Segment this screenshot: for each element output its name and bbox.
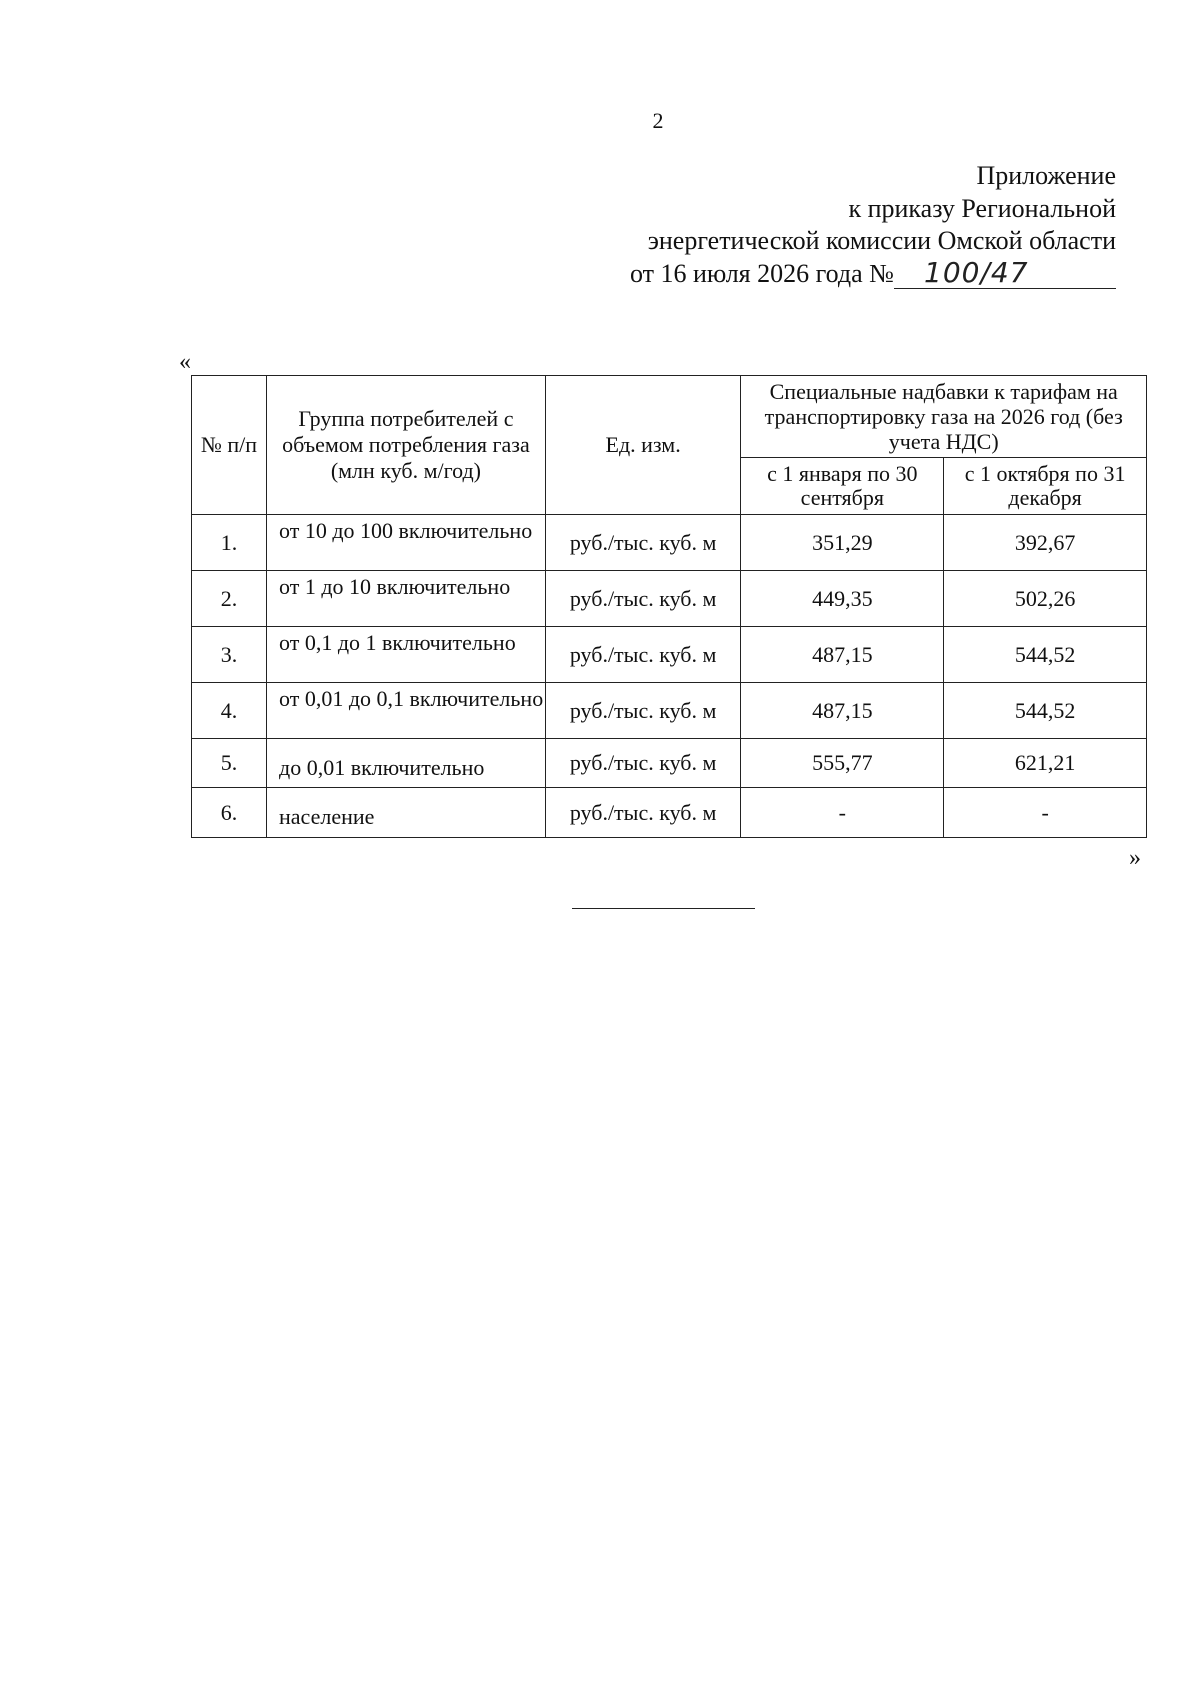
consumer-group: до 0,01 включительно (267, 739, 546, 788)
unit: руб./тыс. куб. м (545, 571, 741, 627)
appendix-header (630, 160, 1116, 290)
header-number: № п/п (192, 376, 267, 515)
appendix-order-date (630, 255, 1116, 291)
consumer-group: население (267, 788, 546, 838)
table-row (192, 627, 1147, 683)
row-number: 6. (192, 788, 267, 838)
row-number: 1. (192, 515, 267, 571)
unit: руб./тыс. куб. м (545, 788, 741, 838)
unit: руб./тыс. куб. м (545, 627, 741, 683)
header-unit: Ед. изм. (545, 376, 741, 515)
markup-jan-sep: 487,15 (741, 627, 944, 683)
row-number: 4. (192, 683, 267, 739)
markup-oct-dec: 502,26 (944, 571, 1147, 627)
appendix-commission: энергетической комиссии Омской области (647, 226, 1116, 255)
table-row (192, 739, 1147, 788)
unit: руб./тыс. куб. м (545, 515, 741, 571)
table-row (192, 683, 1147, 739)
markup-jan-sep: 351,29 (741, 515, 944, 571)
markup-oct-dec: 544,52 (944, 627, 1147, 683)
consumer-group: от 10 до 100 включительно (267, 515, 546, 571)
page-number: 2 (652, 108, 664, 133)
consumer-group: от 0,01 до 0,1 включительно (267, 683, 546, 739)
markup-oct-dec: 544,52 (944, 683, 1147, 739)
header-consumer-group: Группа потребителей с объемом потребления газа (млн куб. м/год) (267, 376, 546, 515)
consumer-group: от 0,1 до 1 включительно (267, 627, 546, 683)
row-number: 3. (192, 627, 267, 683)
row-number: 2. (192, 571, 267, 627)
table-row (192, 788, 1147, 838)
markup-oct-dec: 621,21 (944, 739, 1147, 788)
header-period-oct-dec: с 1 октября по 31 декабря (944, 458, 1147, 515)
row-number: 5. (192, 739, 267, 788)
table-row (192, 515, 1147, 571)
markup-oct-dec: - (944, 788, 1147, 838)
markup-jan-sep: 555,77 (741, 739, 944, 788)
opening-quote: « (179, 349, 191, 375)
markup-jan-sep: 449,35 (741, 571, 944, 627)
markup-jan-sep: - (741, 788, 944, 838)
unit: руб./тыс. куб. м (545, 683, 741, 739)
tariff-markup-table (191, 375, 1147, 838)
end-of-document-rule (572, 908, 755, 909)
table-row (192, 571, 1147, 627)
consumer-group: от 1 до 10 включительно (267, 571, 546, 627)
header-special-markups: Специальные надбавки к тарифам на транспортировку газа на 2026 год (без учета НДС) (741, 376, 1147, 458)
unit: руб./тыс. куб. м (545, 739, 741, 788)
header-period-jan-sep: с 1 января по 30 сентября (741, 458, 944, 515)
markup-oct-dec: 392,67 (944, 515, 1147, 571)
order-date-text: от 16 июля 2026 года № (630, 258, 894, 288)
appendix-order-ref: к приказу Региональной (848, 193, 1116, 223)
table-header-row (192, 376, 1147, 458)
markup-jan-sep: 487,15 (741, 683, 944, 739)
closing-quote: » (1129, 845, 1141, 871)
appendix-title: Приложение (976, 161, 1116, 190)
handwritten-order-number: 100/47 (894, 258, 1116, 289)
